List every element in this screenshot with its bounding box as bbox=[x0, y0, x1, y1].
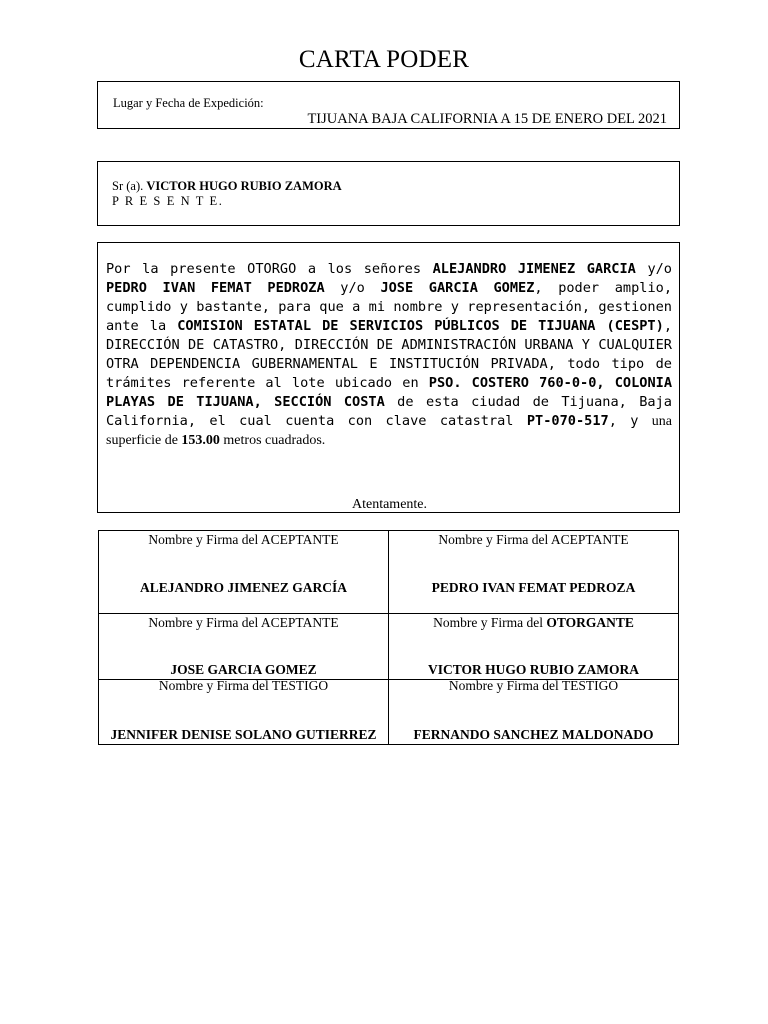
signature-name: JENNIFER DENISE SOLANO GUTIERREZ bbox=[110, 727, 377, 742]
body-text bbox=[106, 260, 672, 450]
caption-prefix: Nombre y Firma del bbox=[433, 615, 547, 630]
body-segment: de esta ciudad de Tijuana, Baja California, el cual cuenta con clave catastral bbox=[106, 394, 672, 429]
body-segment: , y bbox=[608, 413, 652, 429]
body-box bbox=[97, 242, 680, 513]
agency-name: COMISION ESTATAL DE SERVICIOS PÚBLICOS DE TIJUANA (CESPT) bbox=[177, 318, 664, 334]
addressee-line bbox=[112, 179, 342, 194]
place-date-label: Lugar y Fecha de Expedición: bbox=[113, 96, 264, 110]
cadastral-key: PT-070-517 bbox=[526, 413, 609, 429]
body-segment: metros cuadrados. bbox=[219, 433, 326, 448]
grantee-name-3: JOSE GARCIA GOMEZ bbox=[380, 280, 535, 296]
body-segment: , DIRECCIÓN DE CATASTRO, DIRECCIÓN DE ADMINISTRACIÓN URBANA Y CUALQUIER OTRA DEPENDENCIA GUBERNAMENTAL E INSTITUCIÓN PRIVADA, todo tipo de trámites referente al lote ubicado en bbox=[106, 318, 672, 391]
addressee-name: VICTOR HUGO RUBIO ZAMORA bbox=[146, 179, 342, 193]
addressee-box bbox=[97, 161, 680, 226]
signature-cell bbox=[389, 680, 679, 745]
table-row bbox=[99, 614, 679, 680]
table-row bbox=[99, 531, 679, 614]
grantee-name-1: ALEJANDRO JIMENEZ GARCIA bbox=[432, 261, 636, 277]
closing-text: Atentamente. bbox=[351, 497, 428, 512]
signature-cell bbox=[389, 531, 679, 614]
signature-cell bbox=[99, 531, 389, 614]
signature-caption: Nombre y Firma del ACEPTANTE bbox=[148, 615, 339, 630]
body-segment: una superficie de bbox=[106, 414, 672, 448]
body-segment: y/o bbox=[635, 261, 672, 277]
signature-table bbox=[98, 530, 679, 745]
signature-cell bbox=[99, 614, 389, 680]
body-segment: , poder amplio, cumplido y bastante, para que a mi nombre y representación, gestionen ante la bbox=[106, 280, 673, 334]
signature-caption: Nombre y Firma del ACEPTANTE bbox=[148, 532, 339, 547]
signature-name: PEDRO IVAN FEMAT PEDROZA bbox=[431, 580, 636, 595]
signature-caption bbox=[389, 615, 678, 631]
table-row bbox=[99, 680, 679, 745]
signature-caption: Nombre y Firma del TESTIGO bbox=[448, 678, 619, 693]
signature-name: JOSE GARCIA GOMEZ bbox=[170, 662, 317, 677]
signature-cell bbox=[99, 680, 389, 745]
presente-text: P R E S E N T E. bbox=[112, 194, 224, 208]
property-address: PSO. COSTERO 760-0-0, COLONIA PLAYAS DE TIJUANA, SECCIÓN COSTA bbox=[106, 375, 673, 410]
signature-caption: Nombre y Firma del TESTIGO bbox=[158, 678, 329, 693]
caption-role: OTORGANTE bbox=[546, 615, 634, 630]
signature-cell bbox=[389, 614, 679, 680]
document-title: CARTA PODER bbox=[298, 46, 470, 73]
signature-caption: Nombre y Firma del ACEPTANTE bbox=[438, 532, 629, 547]
signature-name: ALEJANDRO JIMENEZ GARCÍA bbox=[139, 580, 347, 595]
body-segment: Por la presente OTORGO a los señores bbox=[106, 261, 433, 277]
addressee-prefix: Sr (a). bbox=[112, 179, 144, 193]
body-segment: y/o bbox=[324, 280, 381, 296]
grantee-name-2: PEDRO IVAN FEMAT PEDROZA bbox=[106, 280, 325, 296]
signature-name: FERNANDO SANCHEZ MALDONADO bbox=[413, 727, 654, 742]
surface-value: 153.00 bbox=[181, 433, 220, 448]
place-date-box bbox=[97, 81, 680, 129]
signature-name: VICTOR HUGO RUBIO ZAMORA bbox=[428, 662, 639, 677]
place-date-value: TIJUANA BAJA CALIFORNIA A 15 DE ENERO DEL 2021 bbox=[307, 111, 667, 127]
